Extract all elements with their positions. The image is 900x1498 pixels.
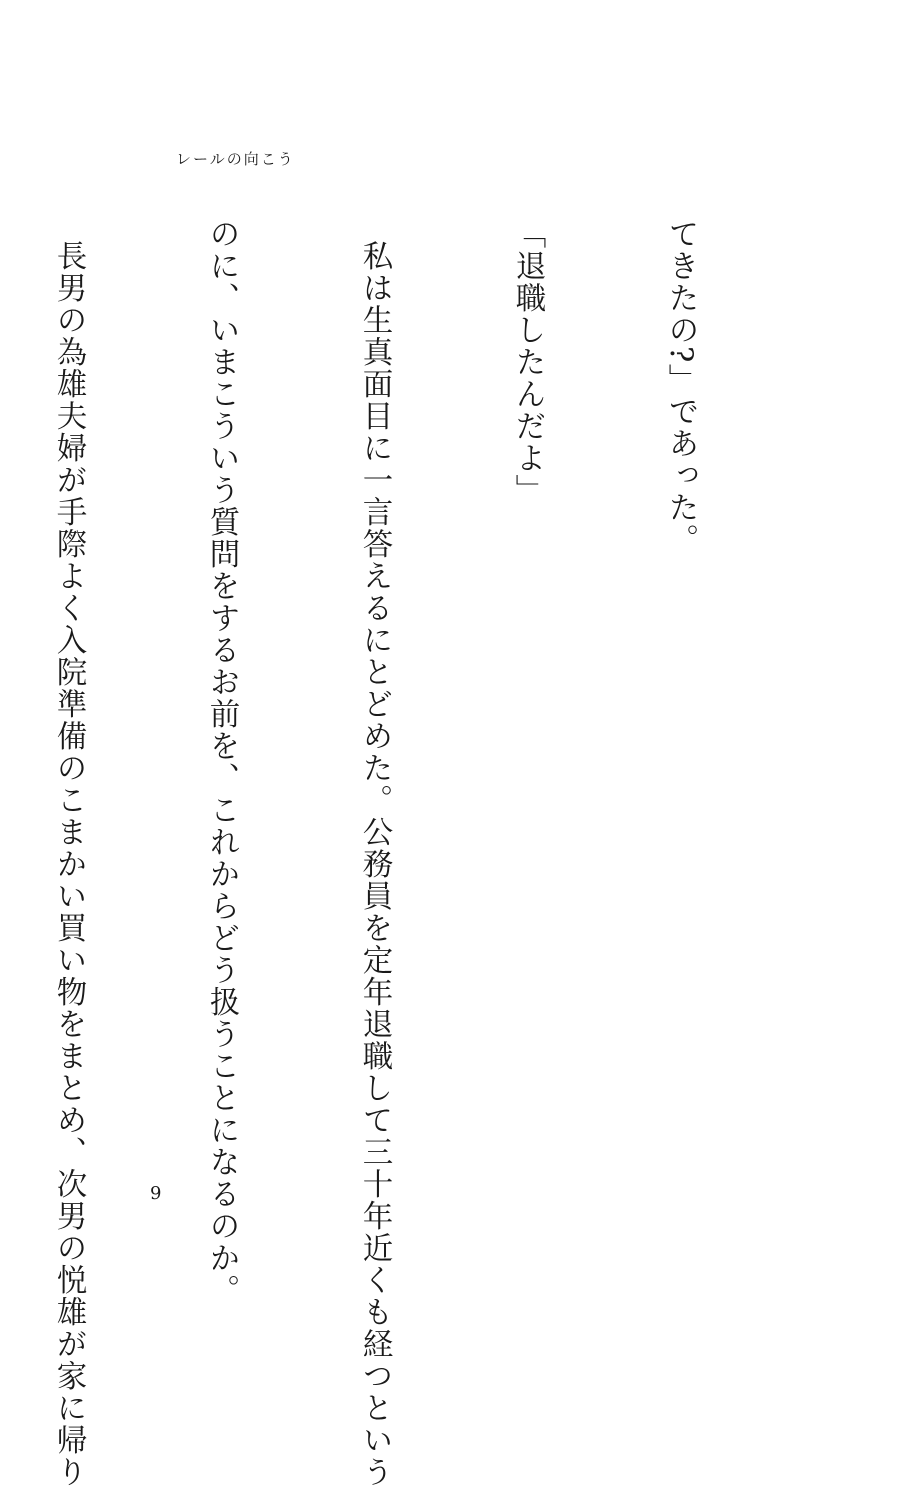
- text-line: てきたの?」であった。: [663, 218, 698, 556]
- page-number: 9: [150, 1183, 162, 1204]
- running-header: レールの向こう: [176, 150, 295, 168]
- text-line: 「退職したんだよ」: [510, 218, 545, 506]
- text-line: 長男の為雄夫婦が手際よく入院準備のこまかい買い物をまとめ、次男の悦雄が家に帰り: [51, 218, 86, 1489]
- text-line: 私は生真面目に一言答えるにとどめた。公務員を定年退職して三十年近くも経つという: [357, 218, 392, 1489]
- text-line: のに、いまこういう質問をするお前を、これからどう扱うことになるのか。: [204, 218, 239, 1306]
- body-text: [0, 218, 808, 1489]
